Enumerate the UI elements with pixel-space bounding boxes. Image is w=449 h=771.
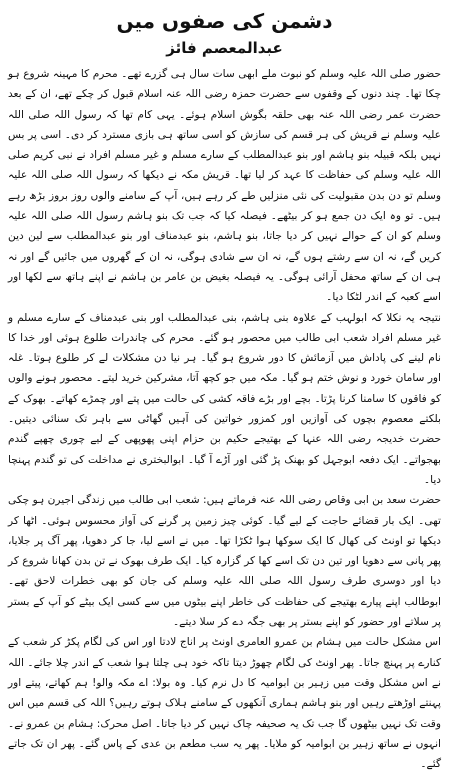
article-body xyxy=(8,64,441,771)
paragraph: اس مشکل حالت میں ہشام بن عمرو العامری اونٹ پر اناج لادتا اور اس کی لگام پکڑ کر شعب کے کنارے پر پہنچ جاتا۔ پھر اونٹ کی لگام چھوڑ دیتا تاکہ خود ہی چلتا ہوا شعب کے اندر چلا جائے۔ اللہ نے اس مشکل وقت میں زہیر بن ابوامیہ کا دل نرم کیا۔ وہ بولا: اے مکہ والو! ہم کھاتے، پیتے اور پہنتے اوڑھتے رہیں اور بنو ہاشم ہماری آنکھوں کے سامنے ہلاک ہوتے رہیں؟ اللہ کی قسم میں اس وقت تک نہیں بیٹھوں گا جب تک یہ صحیفہ چاک نہیں کر دیا جاتا۔ اصل محرک: ہشام بن عمرو نے۔ انہوں نے ساتھ زہیر بن ابوامیہ کو ملایا۔ پھر یہ سب مطعم بن عدی کے پاس گئے۔ پھر ان تک جاتے گئے۔ xyxy=(8,636,441,771)
article-author: عبدالمعصم فائز xyxy=(166,39,283,57)
paragraph: حضور صلی اللہ علیہ وسلم کو نبوت ملے ابھی سات سال ہی گزرے تھے۔ محرم کا مہینہ شروع ہو چکا تھا۔ چند دنوں کے وقفوں سے حضرت حمزہ رضی اللہ عنہ اسلام قبول کر چکے تھے، ان کے بعد حضرت عمر رضی اللہ عنہ بھی حلقہ بگوش اسلام ہوئے۔ یہی کام تھا کہ رسول اللہ صلی اللہ علیہ وسلم نے قریش کی ہر قسم کی سازش کو اسی ساتھ ہی بازی مسترد کر دی۔ اسی پر بس نہیں بلکہ قبیلہ بنو ہاشم اور بنو عبدالمطلب کے سارے مسلم و غیر مسلم افراد نے نبی کریم صلی اللہ علیہ وسلم کی حفاظت کا عہد کر لیا تھا۔ قریش مکہ نے دیکھا کہ رسول اللہ صلی اللہ علیہ وسلم تو دن بدن مقبولیت کی نئی منزلیں طے کر رہے ہیں، آپ کے سامنے والوں روز بروز بڑھ رہے ہیں۔ تو وہ ایک دن جمع ہو کر بیٹھے۔ فیصلہ کیا کہ جب تک بنو ہاشم رسول اللہ صلی اللہ علیہ وسلم کو ان کے حوالے نہیں کر دیا جاتا، بنو ہاشم، بنو عبدمناف اور بنو عبدالمطلب سے لین دین کریں گے، نہ ان سے رشتے ہوں گے، نہ ان سے شادی ہوگی، نہ ان کے گھروں میں جائیں گے اور نہ ہی ان کے ساتھ محفل آرائی ہوگی۔ یہ فیصلہ بغیض بن عامر بن ہاشم نے اپنے ہاتھ سے لکھا اور اسے کعبہ کے اندر لٹکا دیا۔ xyxy=(8,68,441,304)
article-title: دشمن کی صفوں میں xyxy=(116,9,333,33)
paragraph: حضرت سعد بن ابی وقاص رضی اللہ عنہ فرماتے ہیں: شعب ابی طالب میں زندگی اجیرن ہو چکی تھی۔ ایک بار قضائے حاجت کے لیے گیا۔ کوئی چیز زمین پر گرنے کی آواز محسوس ہوئی۔ اٹھا کر دیکھا تو اونٹ کی کھال کا ایک سوکھا ہوا ٹکڑا تھا۔ میں نے اسے لیا، جا کر دھویا، پھر آگ پر جلایا، پھر پانی سے دھویا اور تین دن تک اسے کھا کر گزارہ کیا۔ ایک طرف بھوک نے تن بدن کھانا شروع کر دیا اور دوسری طرف رسول اللہ صلی اللہ علیہ وسلم کی جان کو بھی خطرات لاحق تھے۔ ابوطالب اپنے پیارے بھتیجے کی حفاظت کی خاطر اپنے بیٹوں میں سے کسی ایک بیٹے کو آپ کے بستر پر سلاتے اور حضور کو اپنے بستر پر بھی جگہ دے کر سلا دیتے۔ xyxy=(8,494,441,629)
paragraph: نتیجہ یہ نکلا کہ ابولہب کے علاوہ بنی ہاشم، بنی عبدالمطلب اور بنی عبدمناف کے سارے مسلم و غیر مسلم افراد شعب ابی طالب میں محصور ہو گئے۔ محرم کی چاندرات طلوع ہوئی اور خدا کا نام لینے کی پاداش میں آزمائش کا دور شروع ہو گیا۔ ہر نیا دن مشکلات لے کر طلوع ہوتا۔ غلہ اور سامان خورد و نوش ختم ہو گیا۔ مکہ میں جو کچھ آتا، مشرکین خرید لیتے۔ محصور ہونے والوں کو فاقوں کا سامنا کرنا پڑتا۔ بچے اور بڑے فاقہ کشی کی حالت میں پتے اور چمڑے کھاتے۔ بھوک کے بلکتے معصوم بچوں کی آوازیں اور کمزور خواتین کی آہیں گھاٹی سے باہر تک سنائی دیتیں۔ حضرت خدیجہ رضی اللہ عنہا کے بھتیجے حکیم بن حزام اپنی پھوپھی کے لیے چوری چھپے گندم بھجواتے۔ ایک دفعہ ابوجہل کو بھنک پڑ گئی اور آڑے آ گیا۔ ابوالبختری نے مداخلت کی تو گندم پہنچا دیا۔ xyxy=(8,311,441,486)
